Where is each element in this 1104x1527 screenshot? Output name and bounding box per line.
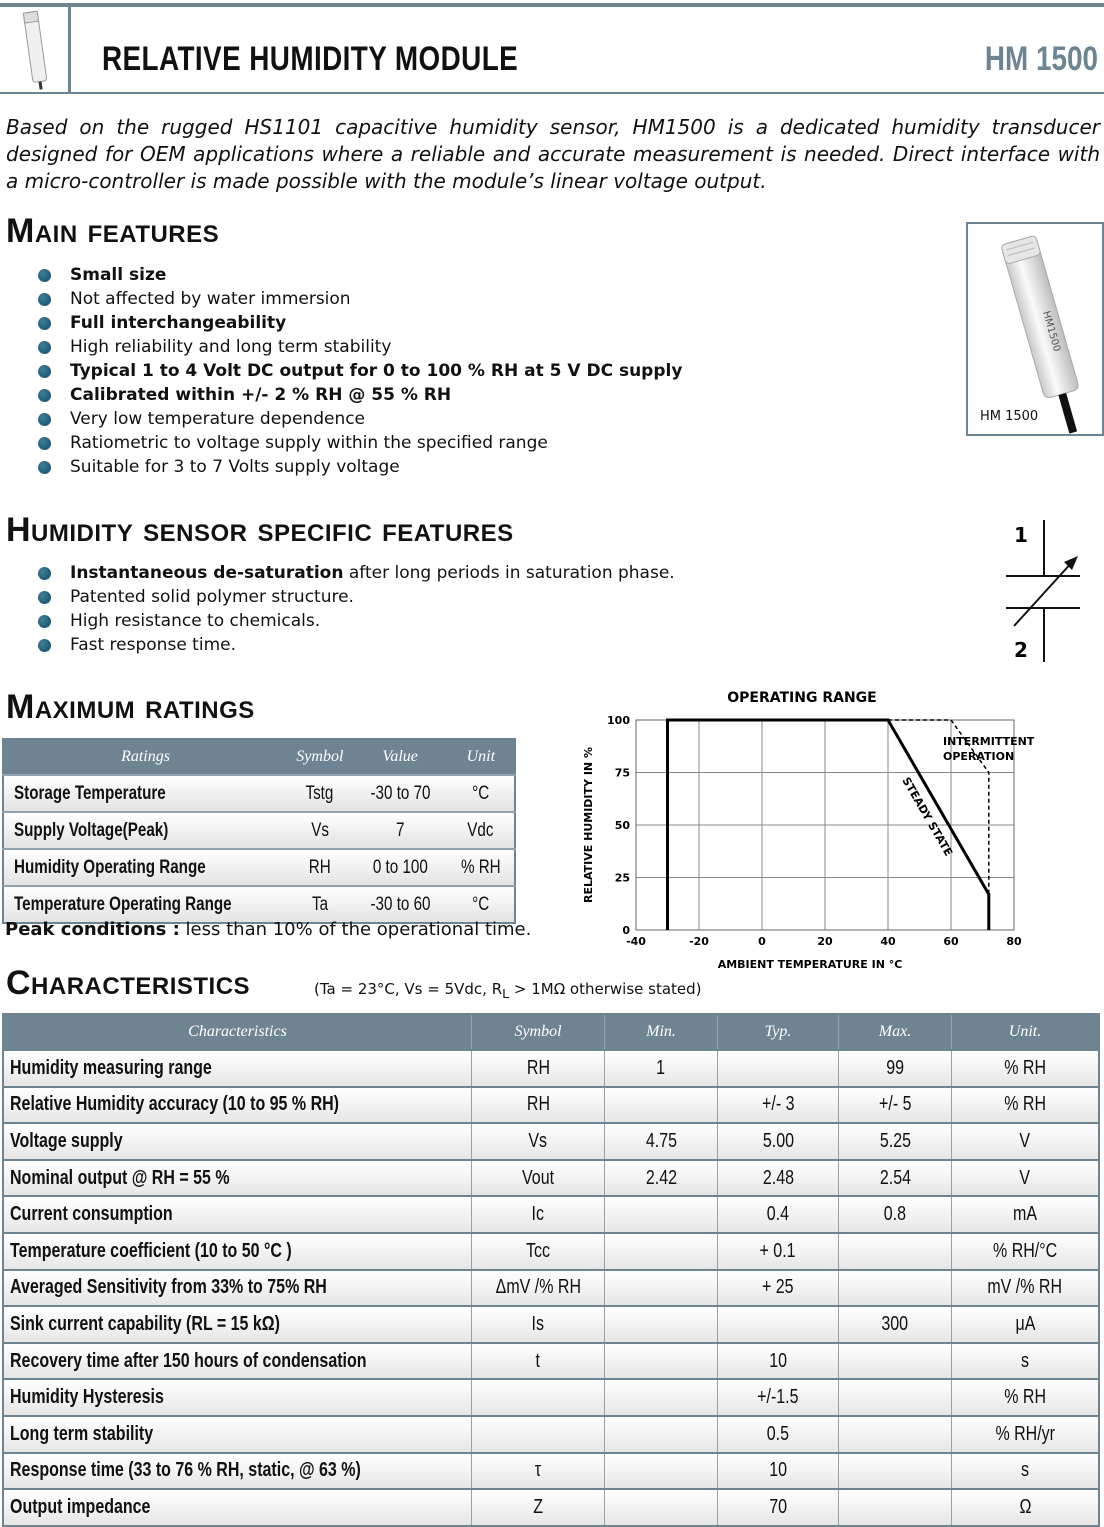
cell-symbol: t — [472, 1343, 605, 1380]
x-tick-label: -20 — [689, 935, 709, 948]
cell-characteristic: Response time (33 to 76 % RH, static, @ 63 %) — [3, 1453, 472, 1490]
humidity-module-image — [968, 224, 1102, 434]
cell-characteristic: Humidity Hysteresis — [3, 1379, 472, 1416]
feature-text: Typical 1 to 4 Volt DC output for 0 to 100 % RH at 5 V DC supply — [70, 361, 683, 381]
cell-max: 0.8 — [839, 1196, 952, 1233]
characteristics-table — [2, 1013, 1100, 1527]
rating-unit: Vdc — [448, 812, 515, 849]
cell-min — [605, 1233, 718, 1270]
rating-unit: °C — [448, 775, 515, 812]
cell-min — [605, 1343, 718, 1380]
rating-name: Supply Voltage(Peak) — [3, 812, 287, 849]
cell-characteristic: Averaged Sensitivity from 33% to 75% RH — [3, 1270, 472, 1307]
bullet-icon — [38, 365, 51, 378]
feature-text: Patented solid polymer structure. — [70, 587, 354, 607]
conditions-text: (Ta = 23°C, Vs = 5Vdc, R — [314, 980, 503, 998]
feature-text: Suitable for 3 to 7 Volts supply voltage — [70, 457, 400, 477]
cell-unit: Ω — [952, 1489, 1100, 1526]
feature-item — [36, 561, 675, 585]
cell-min — [605, 1087, 718, 1124]
cell-typ — [718, 1306, 839, 1343]
cell-typ: 2.48 — [718, 1160, 839, 1197]
product-photo — [966, 222, 1104, 436]
bullet-icon — [38, 293, 51, 306]
cell-max — [839, 1270, 952, 1307]
col-typ: Typ. — [718, 1014, 839, 1050]
feature-item — [36, 431, 682, 455]
feature-item — [36, 359, 682, 383]
variable-capacitor-icon — [1000, 516, 1100, 666]
x-tick-label: 80 — [1006, 935, 1022, 948]
cell-typ: 70 — [718, 1489, 839, 1526]
feature-item — [36, 335, 682, 359]
cell-symbol: τ — [472, 1453, 605, 1490]
x-tick-label: 60 — [943, 935, 959, 948]
col-max: Max. — [839, 1014, 952, 1050]
table-row — [3, 1233, 1099, 1270]
humidity-features-list — [36, 561, 675, 657]
operation-annotation: OPERATION — [943, 750, 1015, 763]
x-tick-label: -40 — [626, 935, 646, 948]
rating-name: Storage Temperature — [3, 775, 287, 812]
table-row — [3, 1123, 1099, 1160]
main-features-heading: Main features — [6, 212, 220, 250]
cell-min — [605, 1489, 718, 1526]
cell-max — [839, 1453, 952, 1490]
cell-symbol: ΔmV /% RH — [472, 1270, 605, 1307]
col-characteristics: Characteristics — [3, 1014, 472, 1050]
module-label: HM1500 — [1040, 309, 1063, 354]
header-bottom-rule — [0, 92, 1104, 94]
table-row — [3, 812, 515, 849]
col-min: Min. — [605, 1014, 718, 1050]
cell-min — [605, 1379, 718, 1416]
col-value: Value — [353, 739, 448, 775]
cell-characteristic: Sink current capability (RL = 15 kΩ) — [3, 1306, 472, 1343]
cell-max: 5.25 — [839, 1123, 952, 1160]
y-tick-label: 75 — [614, 766, 630, 780]
cell-max: 2.54 — [839, 1160, 952, 1197]
photo-caption: HM 1500 — [980, 409, 1039, 424]
cell-characteristic: Current consumption — [3, 1196, 472, 1233]
feature-text: Not affected by water immersion — [70, 289, 351, 309]
rating-value: 7 — [353, 812, 448, 849]
intermittent-annotation: INTERMITTENT — [943, 735, 1035, 748]
feature-item — [36, 383, 682, 407]
cell-min — [605, 1196, 718, 1233]
chart-title: OPERATING RANGE — [727, 690, 877, 706]
cell-symbol: Vout — [472, 1160, 605, 1197]
feature-text: Fast response time. — [70, 635, 236, 655]
feature-item — [36, 585, 675, 609]
conditions-end: > 1MΩ otherwise stated) — [509, 980, 702, 998]
cell-symbol: RH — [472, 1087, 605, 1124]
bullet-icon — [38, 591, 51, 604]
bullet-icon — [38, 413, 51, 426]
bullet-icon — [38, 639, 51, 652]
peak-text: less than 10% of the operational time. — [179, 919, 532, 940]
cell-characteristic: Output impedance — [3, 1489, 472, 1526]
feature-item — [36, 311, 682, 335]
max-ratings-heading: Maximum ratings — [6, 688, 255, 726]
feature-text: High reliability and long term stability — [70, 337, 392, 357]
table-row — [3, 849, 515, 886]
rating-name: Humidity Operating Range — [3, 849, 287, 886]
cell-symbol: RH — [472, 1050, 605, 1087]
bullet-icon — [38, 389, 51, 402]
table-row — [3, 1489, 1099, 1526]
table-row — [3, 1379, 1099, 1416]
cell-unit: V — [952, 1160, 1100, 1197]
rating-value: -30 to 70 — [353, 775, 448, 812]
main-features-list — [36, 263, 682, 479]
y-tick-label: 50 — [614, 819, 630, 832]
cell-unit: % RH/yr — [952, 1416, 1100, 1453]
sensor-thumbnail-icon — [4, 6, 64, 90]
cell-unit: % RH/°C — [952, 1233, 1100, 1270]
cell-max — [839, 1343, 952, 1380]
bullet-icon — [38, 615, 51, 628]
table-header-row — [3, 739, 515, 775]
x-tick-label: 20 — [817, 935, 833, 948]
cell-min: 4.75 — [605, 1123, 718, 1160]
cell-typ: 0.5 — [718, 1416, 839, 1453]
cell-characteristic: Humidity measuring range — [3, 1050, 472, 1087]
cell-unit: μA — [952, 1306, 1100, 1343]
cell-unit: % RH — [952, 1087, 1100, 1124]
table-row — [3, 1160, 1099, 1197]
header-product-thumbnail — [4, 6, 71, 92]
characteristics-heading: Characteristics — [6, 964, 251, 1002]
feature-text: Very low temperature dependence — [70, 409, 366, 429]
bullet-icon — [38, 317, 51, 330]
x-tick-label: 40 — [880, 935, 896, 948]
table-row — [3, 1453, 1099, 1490]
cell-max: 300 — [839, 1306, 952, 1343]
y-tick-label: 100 — [607, 714, 630, 727]
page-title: RELATIVE HUMIDITY MODULE — [102, 40, 519, 78]
cell-unit: V — [952, 1123, 1100, 1160]
rating-symbol: Vs — [287, 812, 353, 849]
col-symbol: Symbol — [472, 1014, 605, 1050]
y-tick-label: 25 — [614, 871, 630, 885]
rating-value: -30 to 60 — [353, 886, 448, 923]
conditions-sub: L — [502, 986, 510, 1001]
rating-value: 0 to 100 — [353, 849, 448, 886]
y-axis-label: RELATIVE HUMIDITY IN % — [582, 747, 595, 903]
bullet-icon — [38, 461, 51, 474]
table-row — [3, 886, 515, 923]
cell-characteristic: Long term stability — [3, 1416, 472, 1453]
cell-typ: 10 — [718, 1343, 839, 1380]
feature-text: Full interchangeability — [70, 313, 287, 333]
feature-item — [36, 263, 682, 287]
feature-item — [36, 407, 682, 431]
intro-paragraph: Based on the rugged HS1101 capacitive humidity sensor, HM1500 is a dedicated humidity transducer designed for OEM applications where a reliable and accurate measurement is needed. Direct interface with a micro-controller is made possible with the module’s linear voltage output. — [6, 115, 1100, 193]
cell-max — [839, 1379, 952, 1416]
cell-typ — [718, 1050, 839, 1087]
steady-state-annotation: STEADY STATE — [899, 775, 956, 859]
feature-item — [36, 609, 675, 633]
bullet-icon — [38, 269, 51, 282]
cell-typ: + 0.1 — [718, 1233, 839, 1270]
col-ratings: Ratings — [3, 739, 287, 775]
table-header-row — [3, 1014, 1099, 1050]
feature-text: Ratiometric to voltage supply within the specified range — [70, 433, 548, 453]
peak-conditions-note — [5, 919, 531, 940]
cell-typ: +/- 3 — [718, 1087, 839, 1124]
feature-item — [36, 633, 675, 657]
test-conditions — [314, 980, 702, 1001]
rating-symbol: RH — [287, 849, 353, 886]
cell-min: 1 — [605, 1050, 718, 1087]
feature-text: Small size — [70, 265, 167, 285]
cell-unit: % RH — [952, 1379, 1100, 1416]
cell-typ: 5.00 — [718, 1123, 839, 1160]
cell-max — [839, 1416, 952, 1453]
cell-symbol: Ic — [472, 1196, 605, 1233]
cell-min: 2.42 — [605, 1160, 718, 1197]
x-tick-label: 0 — [758, 935, 766, 948]
cell-max — [839, 1233, 952, 1270]
bullet-icon — [38, 567, 51, 580]
max-ratings-table — [2, 738, 516, 924]
feature-bold-text: Instantaneous de-saturation — [70, 563, 344, 583]
cell-typ: + 25 — [718, 1270, 839, 1307]
feature-text: High resistance to chemicals. — [70, 611, 321, 631]
x-axis-label: AMBIENT TEMPERATURE IN °C — [717, 958, 903, 971]
col-symbol: Symbol — [287, 739, 353, 775]
feature-item — [36, 455, 682, 479]
cell-typ: 0.4 — [718, 1196, 839, 1233]
cell-typ: 10 — [718, 1453, 839, 1490]
cell-characteristic: Relative Humidity accuracy (10 to 95 % RH) — [3, 1087, 472, 1124]
cell-typ: +/-1.5 — [718, 1379, 839, 1416]
rating-name: Temperature Operating Range — [3, 886, 287, 923]
cell-min — [605, 1270, 718, 1307]
operating-range-chart — [560, 680, 1100, 980]
table-row — [3, 775, 515, 812]
cell-unit: s — [952, 1343, 1100, 1380]
table-row — [3, 1270, 1099, 1307]
rating-unit: °C — [448, 886, 515, 923]
cell-unit: mV /% RH — [952, 1270, 1100, 1307]
humidity-features-heading: Humidity sensor specific features — [6, 511, 514, 549]
pin-1-label: 1 — [1014, 523, 1028, 547]
model-number: HM 1500 — [984, 40, 1098, 78]
y-tick-label: 0 — [622, 924, 630, 937]
cell-symbol: Is — [472, 1306, 605, 1343]
cell-symbol: Tcc — [472, 1233, 605, 1270]
bullet-icon — [38, 341, 51, 354]
table-row — [3, 1306, 1099, 1343]
col-unit: Unit — [448, 739, 515, 775]
cell-symbol: Vs — [472, 1123, 605, 1160]
cell-characteristic: Voltage supply — [3, 1123, 472, 1160]
cell-characteristic: Nominal output @ RH = 55 % — [3, 1160, 472, 1197]
rating-symbol: Tstg — [287, 775, 353, 812]
cell-symbol: Z — [472, 1489, 605, 1526]
table-row — [3, 1343, 1099, 1380]
cell-unit: s — [952, 1453, 1100, 1490]
cell-characteristic: Temperature coefficient (10 to 50 °C ) — [3, 1233, 472, 1270]
cell-max: +/- 5 — [839, 1087, 952, 1124]
operating-range-svg — [560, 680, 1100, 980]
cell-symbol — [472, 1379, 605, 1416]
feature-text: Calibrated within +/- 2 % RH @ 55 % RH — [70, 385, 452, 405]
header-top-rule — [0, 3, 1104, 7]
cell-unit: mA — [952, 1196, 1100, 1233]
rating-unit: % RH — [448, 849, 515, 886]
feature-item — [36, 287, 682, 311]
pin-2-label: 2 — [1014, 638, 1028, 662]
cell-max — [839, 1489, 952, 1526]
peak-label: Peak conditions : — [5, 919, 180, 940]
cell-min — [605, 1416, 718, 1453]
cell-characteristic: Recovery time after 150 hours of condensation — [3, 1343, 472, 1380]
col-unit: Unit. — [952, 1014, 1100, 1050]
cell-max: 99 — [839, 1050, 952, 1087]
table-row — [3, 1196, 1099, 1233]
table-row — [3, 1050, 1099, 1087]
table-row — [3, 1416, 1099, 1453]
table-row — [3, 1087, 1099, 1124]
cell-symbol — [472, 1416, 605, 1453]
rating-symbol: Ta — [287, 886, 353, 923]
feature-text: after long periods in saturation phase. — [343, 563, 675, 583]
bullet-icon — [38, 437, 51, 450]
capacitor-symbol — [1000, 516, 1100, 666]
cell-min — [605, 1453, 718, 1490]
cell-unit: % RH — [952, 1050, 1100, 1087]
cell-min — [605, 1306, 718, 1343]
